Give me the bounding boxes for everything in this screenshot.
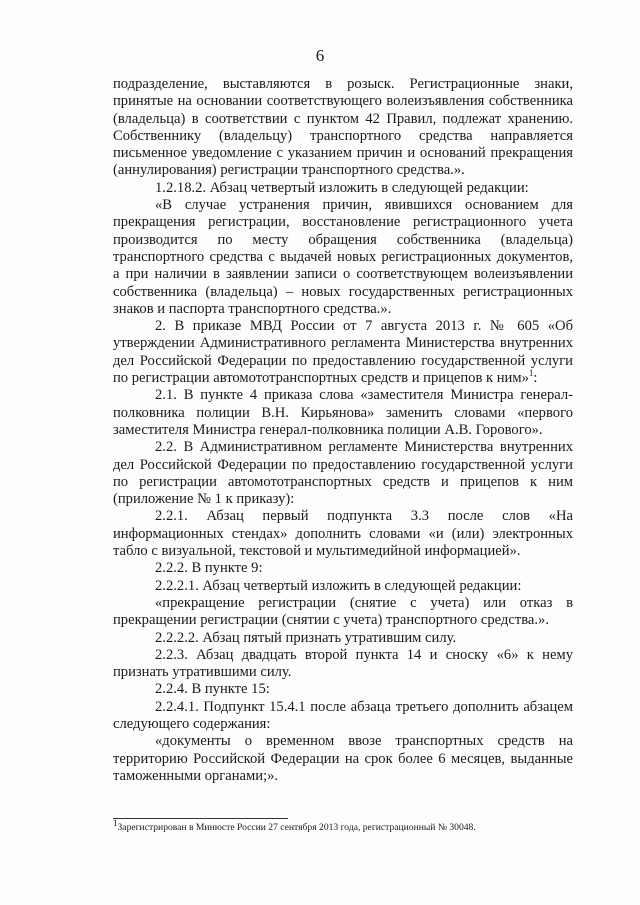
paragraph: 1.2.18.2. Абзац четвертый изложить в следующей редакции:: [155, 179, 529, 196]
paragraph: 2.2.4. В пункте 15:: [155, 681, 270, 698]
paragraph: 2.2.2.2. Абзац пятый признать утратившим силу.: [155, 629, 457, 646]
paragraph: «документы о временном ввозе транспортных средств на территорию Российской Федерации на срок более 6 месяцев, выданные таможенными органами;».: [113, 733, 573, 784]
paragraph: 2.2.1. Абзац первый подпункта 3.3 после слов «На информационных стендах» дополнить словами «и (или) электронных табло с визуальной, текстовой и мультимедийной информацией».: [113, 508, 573, 560]
footnote-divider: [113, 818, 288, 819]
footnote-text: Зарегистрирован в Минюсте России 27 сентября 2013 года, регистрационный № 30048.: [117, 822, 476, 833]
footnote-ref: 1: [528, 368, 534, 379]
footnote: [113, 817, 573, 834]
footnote-marker: 1: [113, 817, 118, 828]
paragraph: 2.2.3. Абзац двадцать второй пункта 14 и сноску «6» к нему признать утратившими силу.: [113, 646, 573, 681]
paragraph: «прекращение регистрации (снятие с учета) или отказ в прекращении регистрации (снятии с учета) транспортного средства.».: [113, 594, 573, 629]
document-body: [113, 76, 573, 785]
paragraph: 2.1. В пункте 4 приказа слова «заместителя Министра генерал-полковника полиции В.Н. Кирьянова» заменить словами «первого заместителя Министра генерал-полковника полиции А.В. Горового».: [113, 387, 573, 438]
paragraph: «В случае устранения причин, явившихся основанием для прекращения регистрации, восстановление регистрационного учета производится по месту обращения собственника (владельца) транспортного средства с выдачей новых регистрационных документов, а при наличии в заявлении записи о соответствующем волеизъявлении собственника (владельца) – новых государственных регистрационных знаков и паспорта транспортного средства.».: [113, 197, 573, 317]
paragraph: 2.2.2. В пункте 9:: [155, 560, 263, 577]
paragraph: [113, 318, 573, 387]
paragraph: 2.2.4.1. Подпункт 15.4.1 после абзаца третьего дополнить абзацем следующего содержания:: [113, 698, 573, 732]
page-number: 6: [315, 46, 325, 65]
paragraph: подразделение, выставляются в розыск. Регистрационные знаки, принятые на основании соответствующего волеизъявления собственника (владельца) в соответствии с пунктом 42 Правил, подлежат хранению. Собственнику (владельцу) транспортного средства направляется письменное уведомление с указанием причин и оснований прекращения (аннулирования) регистрации транспортного средства.».: [113, 76, 573, 179]
paragraph: 2.2.2.1. Абзац четвертый изложить в следующей редакции:: [155, 577, 522, 594]
paragraph-text: 2. В приказе МВД России от 7 августа 2013 г. № 605 «Об утверждении Административного регламента Министерства внутренних дел Российской Федерации по предоставлению государственной услуги по регистрации автомототранспортных средств и прицепов к ним»: [113, 318, 573, 387]
paragraph: 2.2. В Административном регламенте Министерства внутренних дел Российской Федерации по предоставлению государственной услуги по регистрации автомототранспортных средств и прицепов к ним (приложение № 1 к приказу):: [113, 439, 573, 508]
paragraph-tail: :: [533, 370, 538, 387]
